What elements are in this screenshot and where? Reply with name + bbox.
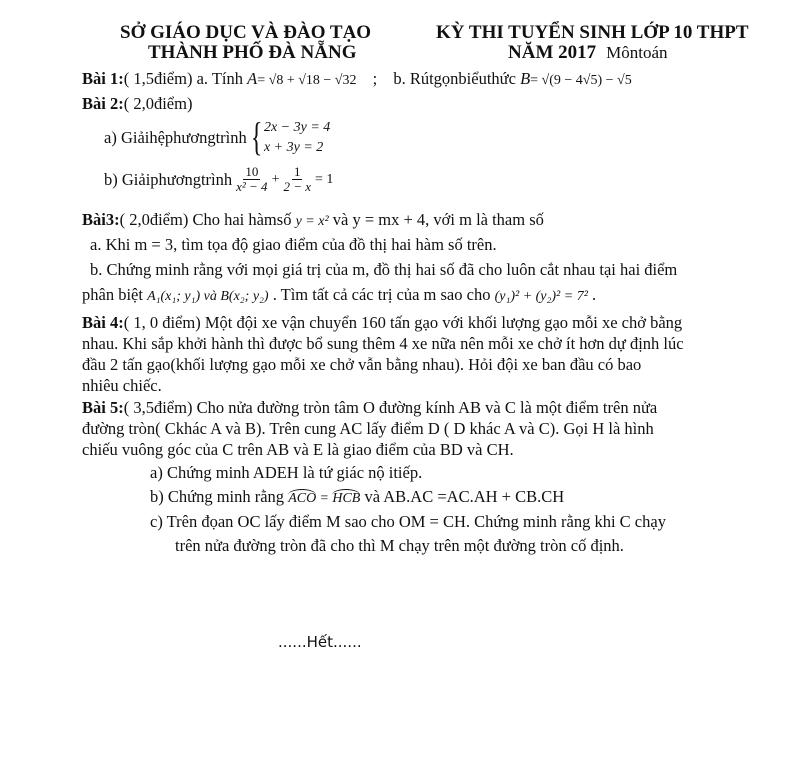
bai2-heading xyxy=(82,94,192,114)
bai2-sys-eq2: x + 3y = 2 xyxy=(263,140,324,155)
header-exam-title: KỲ THI TUYỂN SINH LỚP 10 THPT xyxy=(436,22,749,43)
bai3-b-end: . xyxy=(592,285,597,304)
bai3-intro: ( 2,0điểm) Cho hai hàmsố xyxy=(119,210,292,229)
bai5-angle-hcb: HCB xyxy=(332,491,361,506)
left-brace-icon: { xyxy=(250,114,263,159)
bai4-line1 xyxy=(82,313,682,333)
bai4-line3: đầu 2 tấn gạo(khối lượng gạo mỗi xe chở vẫn bằng nhau). Hỏi đội xe ban đầu có bao xyxy=(82,355,642,374)
bai5-line1 xyxy=(82,398,657,418)
bai5-b-prefix: b) Chứng minh rằng xyxy=(150,487,285,506)
bai3-part-b-line2 xyxy=(82,285,596,305)
bai1-expr-a-lhs: A xyxy=(247,69,258,88)
header-city: THÀNH PHỐ ĐÀ NẴNG xyxy=(148,42,357,63)
bai1-expr-b-rhs: = √(9 − 4√5) − √5 xyxy=(530,73,632,88)
bai2-a-text: a) Giảihệphươngtrình xyxy=(104,128,247,147)
bai2-frac1-den: x² − 4 xyxy=(236,179,268,194)
bai4-label: Bài 4: xyxy=(82,313,124,332)
bai5-part-c-line1: c) Trên đọan OC lấy điểm M sao cho OM = CH. Chứng minh rằng khi C chạy xyxy=(150,512,666,531)
bai2-fraction-2 xyxy=(281,165,313,194)
bai3-b-mid: . Tìm tất cả các trị của m sao cho xyxy=(272,285,491,304)
header-department: SỞ GIÁO DỤC VÀ ĐÀO TẠO xyxy=(120,22,372,43)
bai4-line1-text: ( 1, 0 điểm) Một đội xe vận chuyển 160 tấn gạo với khối lượng gạo mỗi xe chở bằng xyxy=(123,313,683,332)
bai3-b-start: phân biệt xyxy=(82,285,143,304)
bai3-cond-expr: (y₁)² + (y₂)² = 7² xyxy=(494,289,588,304)
bai4-line2: nhau. Khi sắp khởi hành thì được bổ sung thêm 4 xe nữa nên mỗi xe chở ít hơn dự định lúc xyxy=(82,334,684,353)
bai1-points: ( 1,5điểm) a. Tính xyxy=(123,69,244,88)
bai3-part-a: a. Khi m = 3, tìm tọa độ giao điểm của đồ thị hai hàm số trên. xyxy=(90,235,497,254)
bai5-b-suffix: và AB.AC =AC.AH + CB.CH xyxy=(364,487,565,506)
bai3-part-b-line1: b. Chứng minh rằng với mọi giá trị của m, đồ thị hai số đã cho luôn cắt nhau tại hai điểm xyxy=(90,260,678,279)
bai1-separator: ; xyxy=(372,69,378,88)
bai4-line4: nhiêu chiếc. xyxy=(82,376,162,395)
bai1-line xyxy=(82,69,632,89)
bai3-points-expr: A₁(x₁; y₁) và B(x₂; y₂) xyxy=(147,289,269,304)
bai2-frac1-num: 10 xyxy=(245,164,259,179)
bai2-plus: + xyxy=(271,171,280,187)
header-year: NĂM 2017 xyxy=(508,42,597,63)
bai2-points: ( 2,0điểm) xyxy=(123,94,193,113)
bai2-part-a xyxy=(104,114,331,159)
bai5-line2: đường tròn( Ckhác A và B). Trên cung AC lấy điểm D ( D khác A và C). Gọi H là hình xyxy=(82,419,654,438)
bai5-line1-text: ( 3,5điểm) Cho nửa đường tròn tâm O đường kính AB và C là một điểm trên nửa xyxy=(123,398,658,417)
bai3-heading xyxy=(82,210,544,230)
header-year-subject xyxy=(508,42,668,64)
bai5-angle-aco: ACO xyxy=(288,491,317,506)
bai5-eq-sign: = xyxy=(320,491,329,506)
bai1-part-b: b. Rútgọnbiểuthức xyxy=(393,69,516,88)
bai3-label: Bài3: xyxy=(82,210,120,229)
bai2-part-b xyxy=(104,165,333,194)
bai5-line3: chiếu vuông góc của C trên AB và E là giao điểm của BD và CH. xyxy=(82,440,514,459)
bai5-part-b xyxy=(150,487,564,507)
header-subject: Môntoán xyxy=(606,43,668,62)
bai1-label: Bài 1: xyxy=(82,69,124,88)
bai1-expr-b-lhs: B xyxy=(520,69,531,88)
bai2-system xyxy=(247,114,331,159)
end-marker: ......Hết...... xyxy=(278,633,362,651)
bai2-frac2-den: 2 − x xyxy=(283,179,312,194)
bai2-fraction-1 xyxy=(234,165,269,194)
bai2-sys-eq1: 2x − 3y = 4 xyxy=(263,120,331,135)
bai3-func1: y = x² xyxy=(295,214,329,229)
bai1-expr-a-rhs: = √8 + √18 − √32 xyxy=(257,73,357,88)
bai5-label: Bài 5: xyxy=(82,398,124,417)
bai5-part-a: a) Chứng minh ADEH là tứ giác nộ itiếp. xyxy=(150,463,423,482)
bai2-eq-rhs: = 1 xyxy=(315,171,334,187)
bai3-func2: và y = mx + 4, với m là tham số xyxy=(332,210,544,229)
bai2-b-text: b) Giảiphươngtrình xyxy=(104,169,233,189)
bai5-part-c-line2: trên nửa đường tròn đã cho thì M chạy trên một đường tròn cố định. xyxy=(175,536,624,555)
bai2-frac2-num: 1 xyxy=(293,164,301,179)
bai2-label: Bài 2: xyxy=(82,94,124,113)
